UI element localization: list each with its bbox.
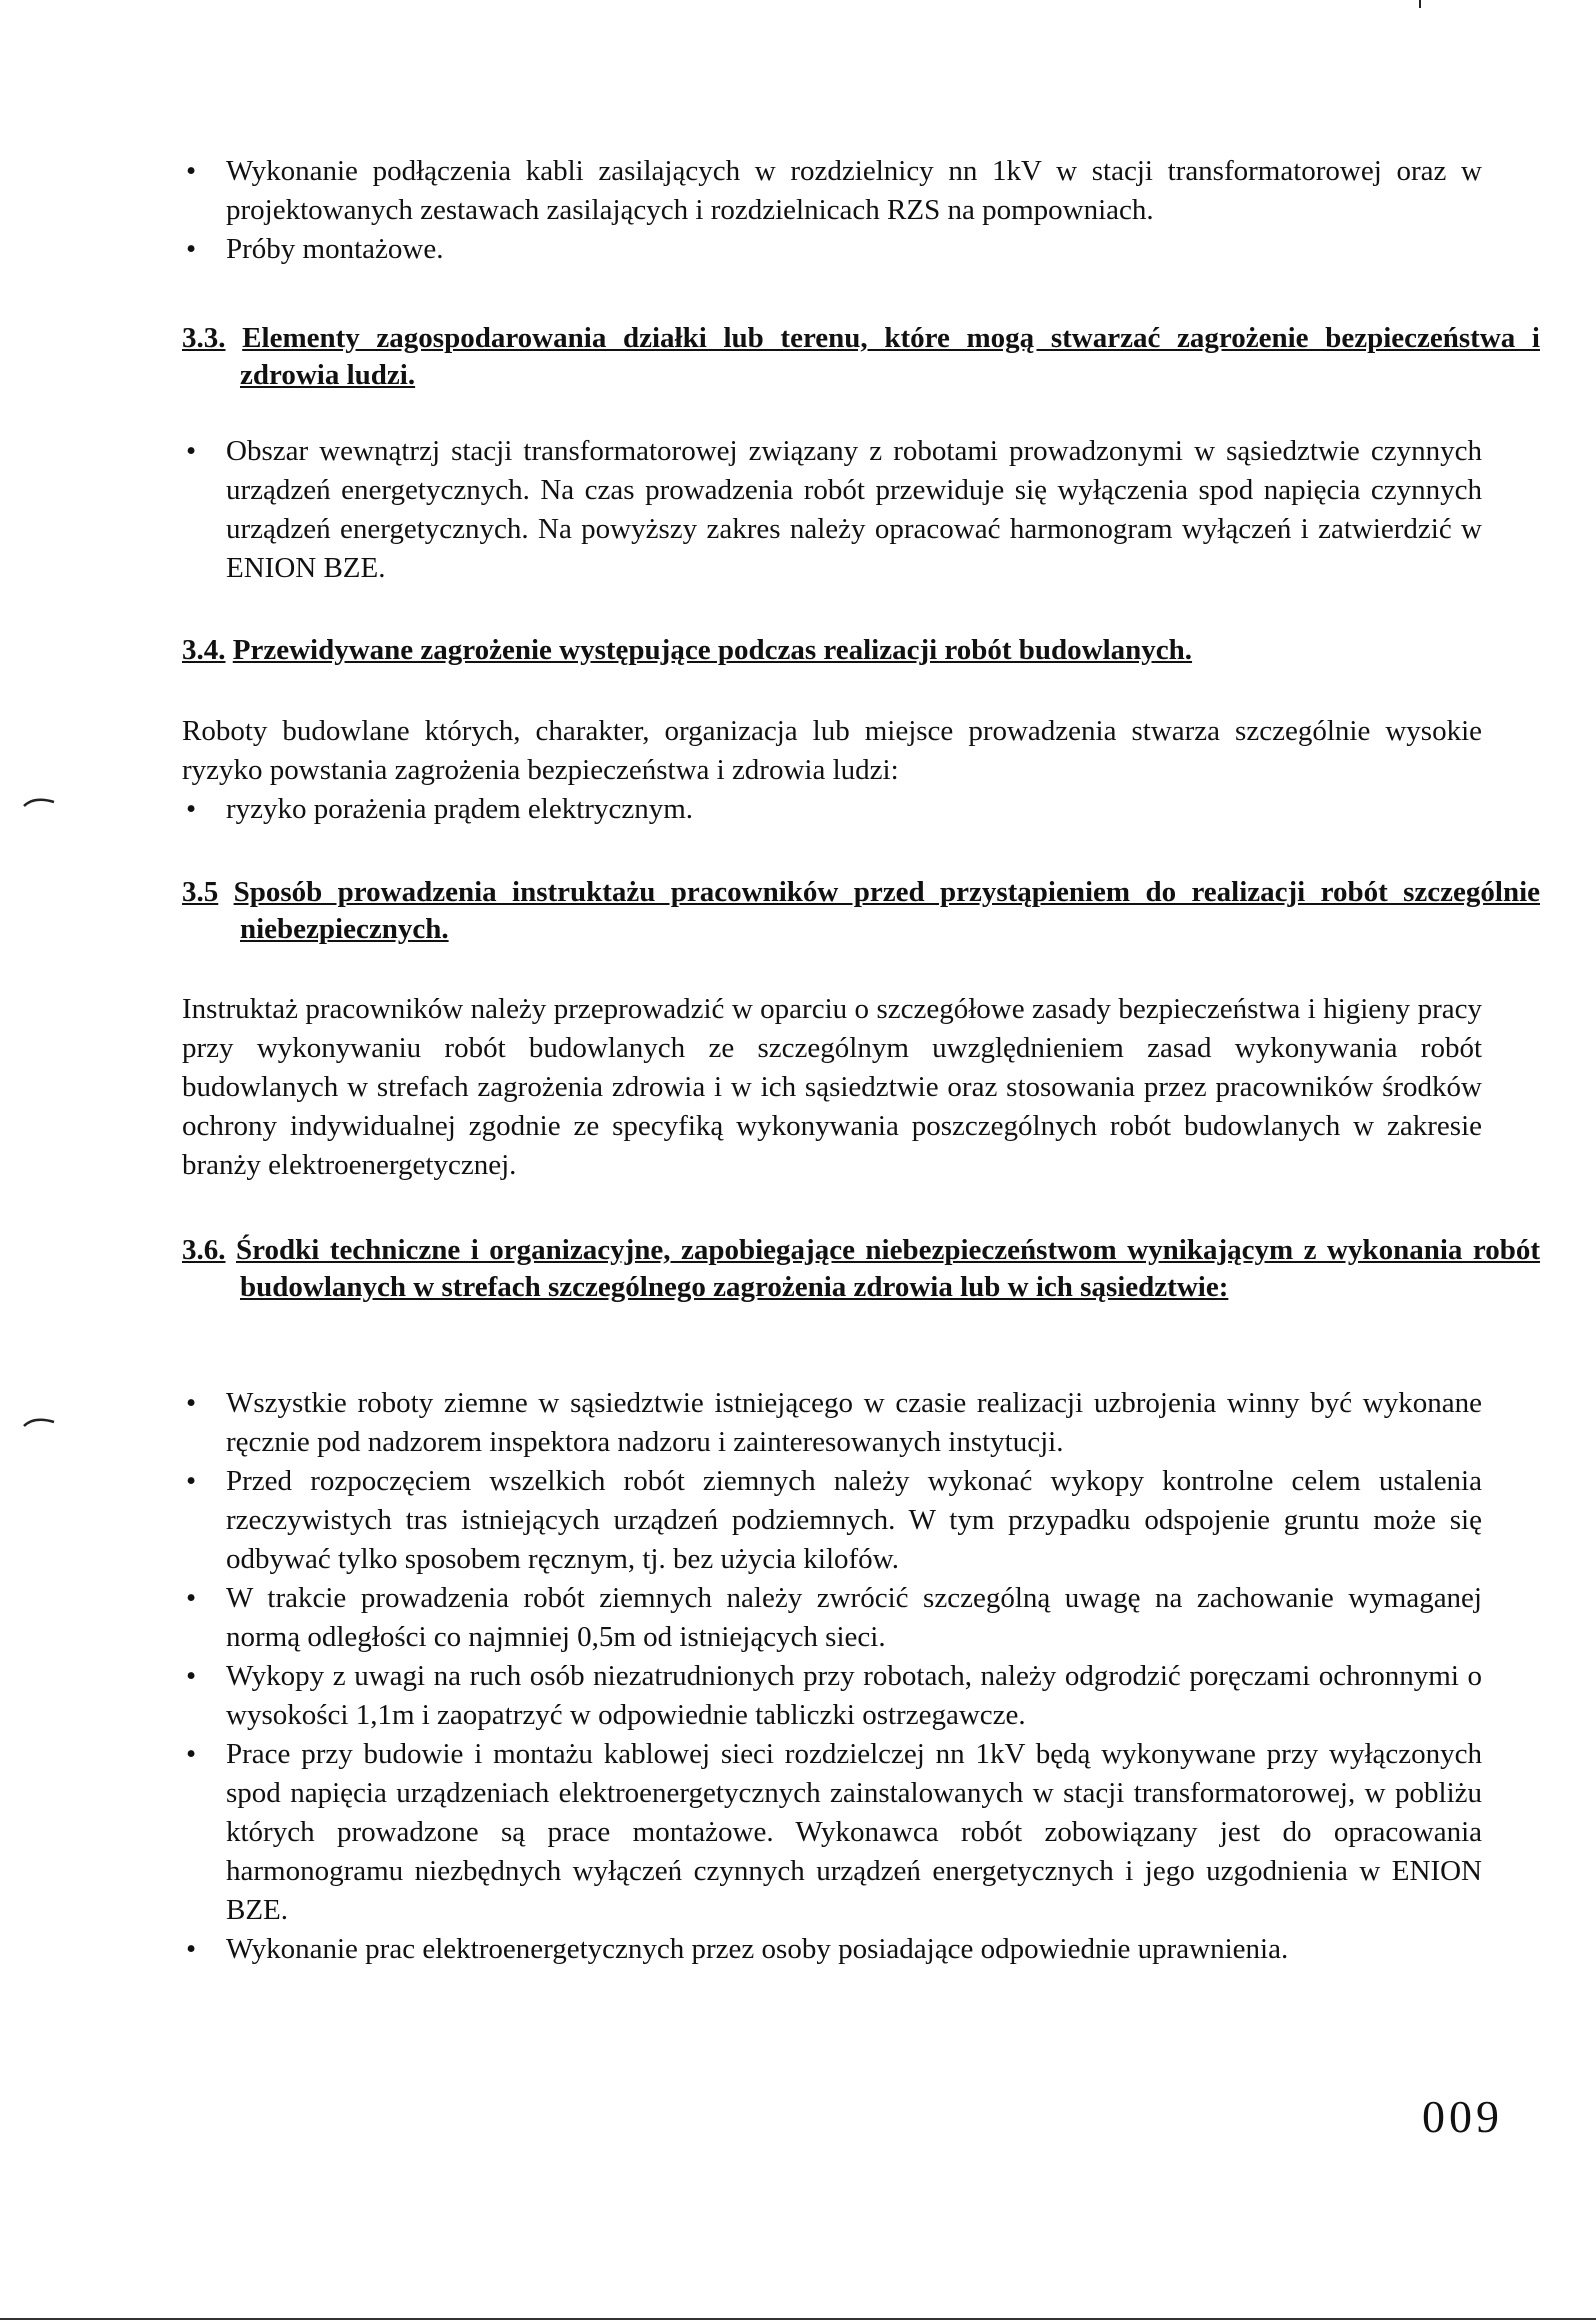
- list-item: • Wykopy z uwagi na ruch osób niezatrudnionych przy robotach, należy odgrodzić poręczami ochronnymi o wysokości 1,1m i zaopatrzyć w odpowiednie tabliczki ostrzegawcze.: [182, 1657, 1482, 1735]
- list-item: • Wykonanie prac elektroenergetycznych przez osoby posiadające odpowiednie uprawnienia.: [182, 1930, 1482, 1969]
- list-item: • Wszystkie roboty ziemne w sąsiedztwie istniejącego w czasie realizacji uzbrojenia winny być wykonane ręcznie pod nadzorem inspektora nadzoru i zainteresowanych instytucji.: [182, 1384, 1482, 1462]
- section-number: 3.5: [182, 876, 219, 908]
- list-item: • Przed rozpoczęciem wszelkich robót ziemnych należy wykonać wykopy kontrolne celem ustalenia rzeczywistych tras istniejących urządzeń podziemnych. W tym przypadku odspojenie gruntu może się odbywać tylko sposobem ręcznym, tj. bez użycia kilofów.: [182, 1462, 1482, 1579]
- section-title: Przewidywane zagrożenie występujące podczas realizacji robót budowlanych.: [232, 634, 1193, 666]
- section-number: 3.3.: [182, 322, 226, 354]
- list-item: • Prace przy budowie i montażu kablowej sieci rozdzielczej nn 1kV będą wykonywane przy wyłączonych spod napięcia urządzeniach elektroenergetycznych zainstalowanych w stacji transformatorowej, w pobliżu których prowadzone są prace montażowe. Wykonawca robót zobowiązany jest do opracowania harmonogramu niezbędnych wyłączeń czynnych urządzeń energetycznych i jego uzgodnienia w ENION BZE.: [182, 1735, 1482, 1930]
- scan-edge-mark: [1419, 0, 1421, 8]
- list-item: • ryzyko porażenia prądem elektrycznym.: [182, 790, 1482, 829]
- list-item: • W trakcie prowadzenia robót ziemnych należy zwrócić szczególną uwagę na zachowanie wymaganej normą odległości co najmniej 0,5m od istniejących sieci.: [182, 1579, 1482, 1657]
- section-paragraph: Instruktaż pracowników należy przeprowadzić w oparciu o szczegółowe zasady bezpieczeństwa i higieny pracy przy wykonywaniu robót budowlanych ze szczególnym uwzględnieniem zasad wykonywania robót budowlanych w strefach zagrożenia zdrowia i w ich sąsiedztwie oraz stosowania przez pracowników środków ochrony indywidualnej zgodnie ze specyfiką wykonywania poszczególnych robót budowlanych w zakresie branży elektroenergetycznej.: [182, 993, 1482, 1181]
- section-3-4-body: [182, 712, 1482, 829]
- section-3-6-body: [182, 1384, 1482, 1969]
- section-number: 3.4.: [182, 634, 226, 666]
- section-title: Środki techniczne i organizacyjne, zapobiegające niebezpieczeństwom wynikającym z wykonania robót budowlanych w strefach szczególnego zagrożenia zdrowia lub w ich sąsiedztwie:: [236, 1234, 1541, 1303]
- section-3-3-body: [182, 432, 1482, 588]
- section-3-6-heading: [182, 1232, 1540, 1306]
- section-3-5-heading: [182, 874, 1540, 948]
- section-3-3-heading: [182, 320, 1540, 394]
- margin-mark-icon: [22, 794, 56, 808]
- section-3-5-body: [182, 990, 1482, 1185]
- list-item: • Obszar wewnątrzj stacji transformatorowej związany z robotami prowadzonymi w sąsiedztwie czynnych urządzeń energetycznych. Na czas prowadzenia robót przewiduje się wyłączenia spod napięcia czynnych urządzeń energetycznych. Na powyższy zakres należy opracować harmonogram wyłączeń i zatwierdzić w ENION BZE.: [182, 432, 1482, 588]
- page-number: 009: [1422, 2091, 1503, 2142]
- scan-bottom-edge: [0, 2318, 1596, 2320]
- section-3-6-bullet-list: [182, 1384, 1482, 1969]
- section-title: Sposób prowadzenia instruktażu pracowników przed przystąpieniem do realizacji robót szczególnie niebezpiecznych.: [233, 876, 1541, 945]
- intro-section: [182, 152, 1482, 269]
- section-title: Elementy zagospodarowania działki lub terenu, które mogą stwarzać zagrożenie bezpieczeństwa i zdrowia ludzi.: [240, 322, 1540, 391]
- section-number: 3.6.: [182, 1234, 226, 1266]
- margin-mark-icon: [22, 1414, 56, 1428]
- section-paragraph: Roboty budowlane których, charakter, organizacja lub miejsce prowadzenia stwarza szczególnie wysokie ryzyko powstania zagrożenia bezpieczeństwa i zdrowia ludzi:: [182, 715, 1482, 786]
- list-item: • Próby montażowe.: [182, 230, 1482, 269]
- section-3-4-bullet-list: [182, 790, 1482, 829]
- list-item: • Wykonanie podłączenia kabli zasilających w rozdzielnicy nn 1kV w stacji transformatorowej oraz w projektowanych zestawach zasilających i rozdzielnicach RZS na pompowniach.: [182, 152, 1482, 230]
- section-3-3-bullet-list: [182, 432, 1482, 588]
- section-3-4-heading: [182, 632, 1540, 669]
- intro-bullet-list: [182, 152, 1482, 269]
